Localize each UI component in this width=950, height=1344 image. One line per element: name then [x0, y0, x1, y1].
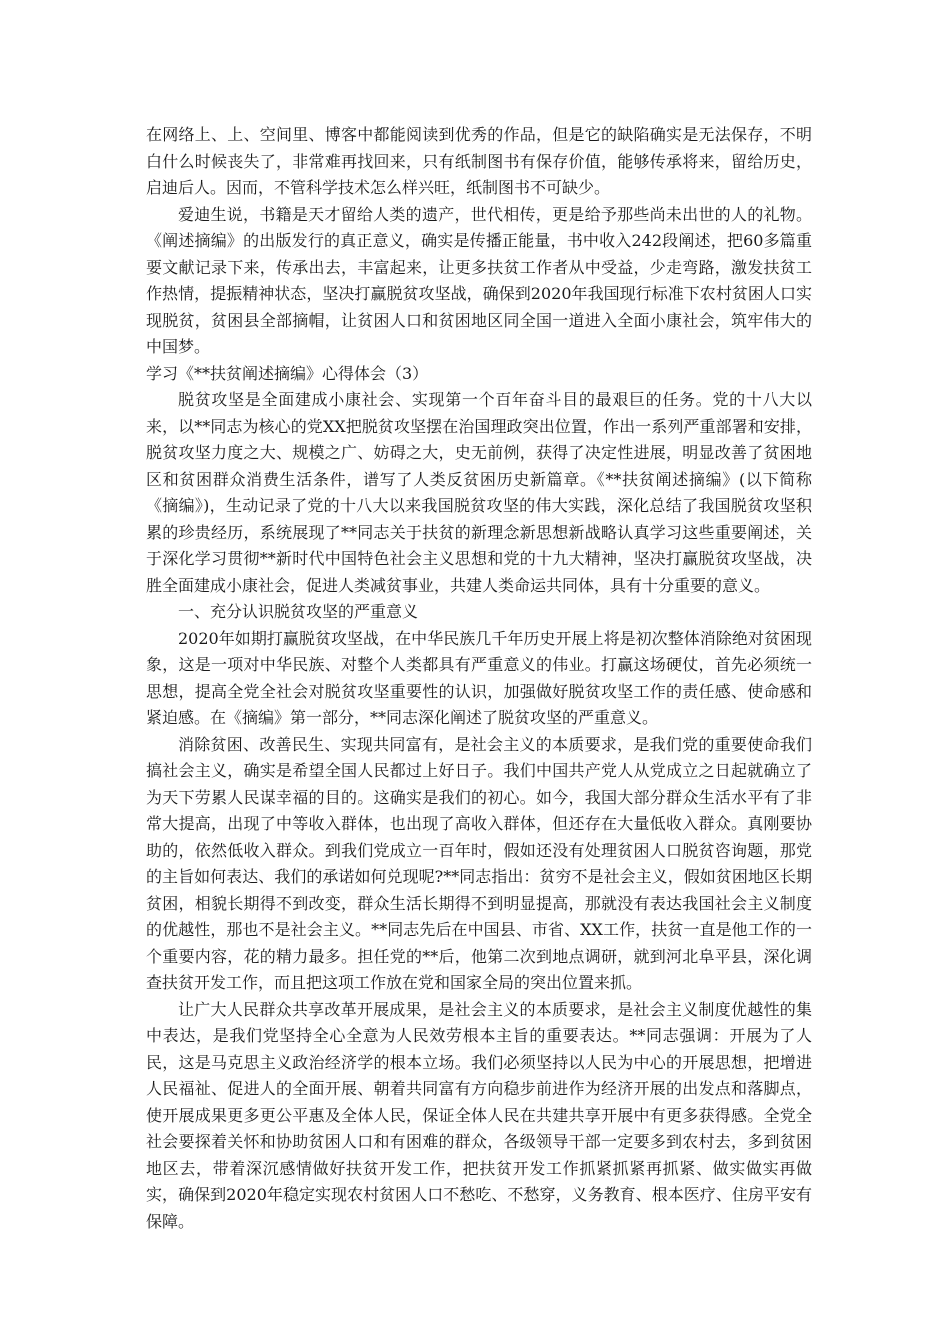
paragraph-2: 爱迪生说，书籍是天才留给人类的遗产，世代相传，更是给予那些尚未出世的人的礼物。《阐述摘编》的出版发行的真正意义，确实是传播正能量，书中收入242段阐述，把60多篇重要文献记录下来，传承出去，丰富起来，让更多扶贫工作者从中受益，少走弯路，激发扶贫工作热情，提振精神状态，坚决打赢脱贫攻坚战，确保到2020年我国现行标准下农村贫困人口实现脱贫，贫困县全部摘帽，让贫困人口和贫困地区同全国一道进入全面小康社会，筑牢伟大的中国梦。 [146, 204, 812, 356]
paragraph-6: 让广大人民群众共享改革开展成果，是社会主义的本质要求，是社会主义制度优越性的集中表达，是我们党坚持全心全意为人民效劳根本主旨的重要表达。**同志强调：开展为了人民，这是马克思主义政治经济学的根本立场。我们必须坚持以人民为中心的开展思想，把增进人民福祉、促进人的全面开展、朝着共同富有方向稳步前进作为经济开展的出发点和落脚点，使开展成果更多更公平惠及全体人民，保证全体人民在共建共享开展中有更多获得感。全党全社会要探着关怀和协助贫困人口和有困难的群众，各级领导干部一定要多到农村去，多到贫困地区去，带着深沉感情做好扶贫开发工作，把扶贫开发工作抓紧抓紧再抓紧、做实做实再做实，确保到2020年稳定实现农村贫困人口不愁吃、不愁穿，义务教育、根本医疗、住房平安有保障。 [146, 999, 812, 1231]
document-body [146, 122, 812, 1235]
subheading-1: 一、充分认识脱贫攻坚的严重意义 [178, 602, 419, 621]
paragraph-1: 在网络上、上、空间里、博客中都能阅读到优秀的作品，但是它的缺陷确实是无法保存，不明白什么时候丧失了，非常难再找回来，只有纸制图书有保存价值，能够传承将来，留给历史，启迪后人。因而，不管科学技术怎么样兴旺，纸制图书不可缺少。 [146, 125, 812, 197]
paragraph-3: 脱贫攻坚是全面建成小康社会、实现第一个百年奋斗目的最艰巨的任务。党的十八大以来，以**同志为核心的党XX把脱贫攻坚摆在治国理政突出位置，作出一系列严重部署和安排，脱贫攻坚力度之大、规模之广、妨碍之大，史无前例，获得了决定性进展，明显改善了贫困地区和贫困群众消费生活条件，谱写了人类反贫困历史新篇章。《**扶贫阐述摘编》(以下简称《摘编》)，生动记录了党的十八大以来我国脱贫攻坚的伟大实践，深化总结了我国脱贫攻坚积累的珍贵经历，系统展现了**同志关于扶贫的新理念新思想新战略认真学习这些重要阐述，关于深化学习贯彻**新时代中国特色社会主义思想和党的十九大精神，坚决打赢脱贫攻坚战，决胜全面建成小康社会，促进人类减贫事业，共建人类命运共同体，具有十分重要的意义。 [146, 390, 812, 595]
paragraph-4: 2020年如期打赢脱贫攻坚战，在中华民族几千年历史开展上将是初次整体消除绝对贫困现象，这是一项对中华民族、对整个人类都具有严重意义的伟业。打赢这场硬仗，首先必须统一思想，提高全党全社会对脱贫攻坚重要性的认识，加强做好脱贫攻坚工作的责任感、使命感和紧迫感。在《摘编》第一部分，**同志深化阐述了脱贫攻坚的严重意义。 [146, 628, 812, 727]
section-title: 学习《**扶贫阐述摘编》心得体会（3） [146, 363, 429, 383]
paragraph-5: 消除贫困、改善民生、实现共同富有，是社会主义的本质要求，是我们党的重要使命我们搞社会主义，确实是希望全国人民都过上好日子。我们中国共产党人从党成立之日起就确立了为天下劳累人民谋幸福的目的。这确实是我们的初心。如今，我国大部分群众生活水平有了非常大提高，出现了中等收入群体，也出现了高收入群体，但还存在大量低收入群众。真刚要协助的，依然低收入群众。到我们党成立一百年时，假如还没有处理贫困人口脱贫咨询题，那党的主旨如何表达、我们的承诺如何兑现呢?**同志指出：贫穷不是社会主义，假如贫困地区长期贫困，相貌长期得不到改变，群众生活长期得不到明显提高，那就没有表达我国社会主义制度的优越性，那也不是社会主义。**同志先后在中国县、市省、XX工作，扶贫一直是他工作的一个重要内容，花的精力最多。担任党的**后，他第二次到地点调研，就到河北阜平县，深化调查扶贫开发工作，而且把这项工作放在党和国家全局的突出位置来抓。 [146, 734, 812, 992]
